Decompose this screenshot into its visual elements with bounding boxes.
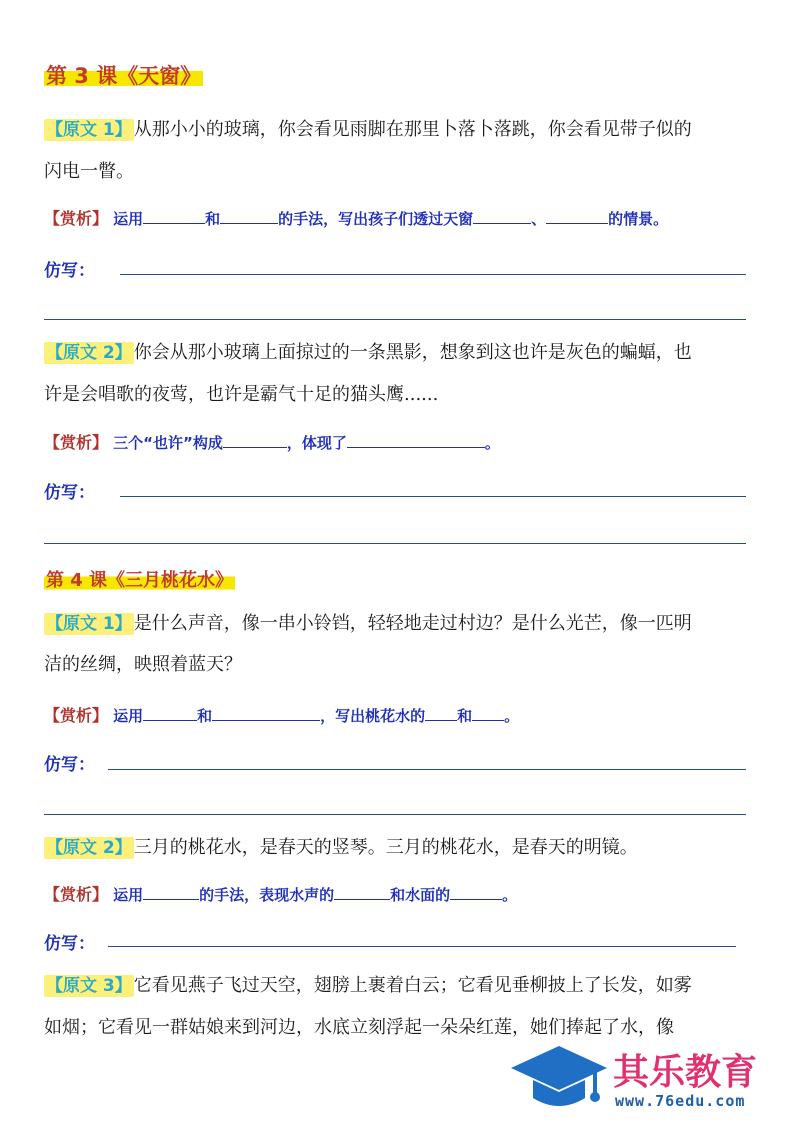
answer-blank[interactable] [143,885,199,900]
lesson-3-original-1 [44,110,692,150]
lesson-3-original-2: 【原文 2】 你会从那小玻璃上面掠过的一条黑影，想象到这也许是灰色的蝙蝠，也 [46,342,692,363]
writing-line[interactable] [44,319,746,320]
original-tag: 【原文 3】 [46,976,132,996]
watermark-logo [505,1038,793,1122]
lesson-4-analysis-2: 【赏析】 运用 的手法，表现水声的 和水面的 。 [44,885,518,904]
answer-blank[interactable] [473,209,531,224]
answer-blank[interactable] [220,209,278,224]
writing-line[interactable] [44,814,746,815]
answer-blank[interactable] [143,706,197,721]
original-tag: 【原文 2】 [46,838,132,858]
answer-blank[interactable] [450,885,502,900]
analysis-tag: 【赏析】 [44,706,109,725]
answer-blank[interactable] [143,209,205,224]
lesson-3-original-1-cont: 闪电一瞥。 [44,161,134,182]
analysis-tag: 【赏析】 [44,433,109,452]
brand-url: www.76edu.com [615,1092,746,1110]
lesson-4-analysis-1: 【赏析】 运用 和 ，写出桃花水的 和 。 [44,706,520,725]
analysis-tag: 【赏析】 [44,885,109,904]
lesson-4-imitation-1-label: 仿写： [44,755,95,775]
writing-line[interactable] [120,496,746,497]
answer-blank[interactable] [212,706,320,721]
lesson-3-title: 第 3 课《天窗》 [46,64,202,88]
lesson-3-imitation-2-label: 仿写： [44,483,95,503]
original-text: 从那小小的玻璃，你会看见雨脚在那里卜落卜落跳，你会看见带子似的 [133,119,692,140]
writing-line[interactable] [108,946,736,947]
original-tag: 【原文 1】 [46,120,132,140]
brand-name: 其乐教育 [613,1052,758,1093]
lesson-4-original-1-cont: 洁的丝绸，映照着蓝天？ [44,654,242,675]
lesson-4-original-1: 【原文 1】 是什么声音，像一串小铃铛，轻轻地走过村边？是什么光芒，像一匹明 [46,613,692,634]
lesson-3-original-2-cont: 许是会唱歌的夜莺，也许是霸气十足的猫头鹰...... [44,384,439,405]
writing-line[interactable] [108,769,746,770]
lesson-4-original-2: 【原文 2】 三月的桃花水，是春天的竖琴。三月的桃花水，是春天的明镜。 [46,837,638,858]
graduation-cap-icon [509,1042,609,1118]
answer-blank[interactable] [425,706,457,721]
lesson-4-original-3-cont: 如烟；它看见一群姑娘来到河边，水底立刻浮起一朵朵红莲，她们捧起了水，像 [44,1017,674,1038]
lesson-3-imitation-1-label: 仿写： [44,261,95,281]
answer-blank[interactable] [347,433,485,448]
answer-blank[interactable] [546,209,608,224]
analysis-tag: 【赏析】 [44,209,109,228]
original-tag: 【原文 1】 [46,614,132,634]
lesson-4-title: 第 4 课《三月桃花水》 [46,570,234,591]
lesson-3-analysis-1: 【赏析】 运用 和 的手法，写出孩子们透过天窗 、 的情景。 [44,209,669,228]
lesson-4-imitation-2-label: 仿写： [44,934,95,954]
writing-line[interactable] [120,274,746,275]
writing-line[interactable] [44,543,746,544]
answer-blank[interactable] [472,706,504,721]
answer-blank[interactable] [334,885,390,900]
lesson-4-original-3: 【原文 3】 它看见燕子飞过天空，翅膀上裹着白云；它看见垂柳披上了长发，如雾 [46,975,692,996]
original-tag: 【原文 2】 [46,343,132,363]
answer-blank[interactable] [223,433,287,448]
lesson-3-analysis-2: 【赏析】 三个“也许”构成 ，体现了 。 [44,433,500,452]
